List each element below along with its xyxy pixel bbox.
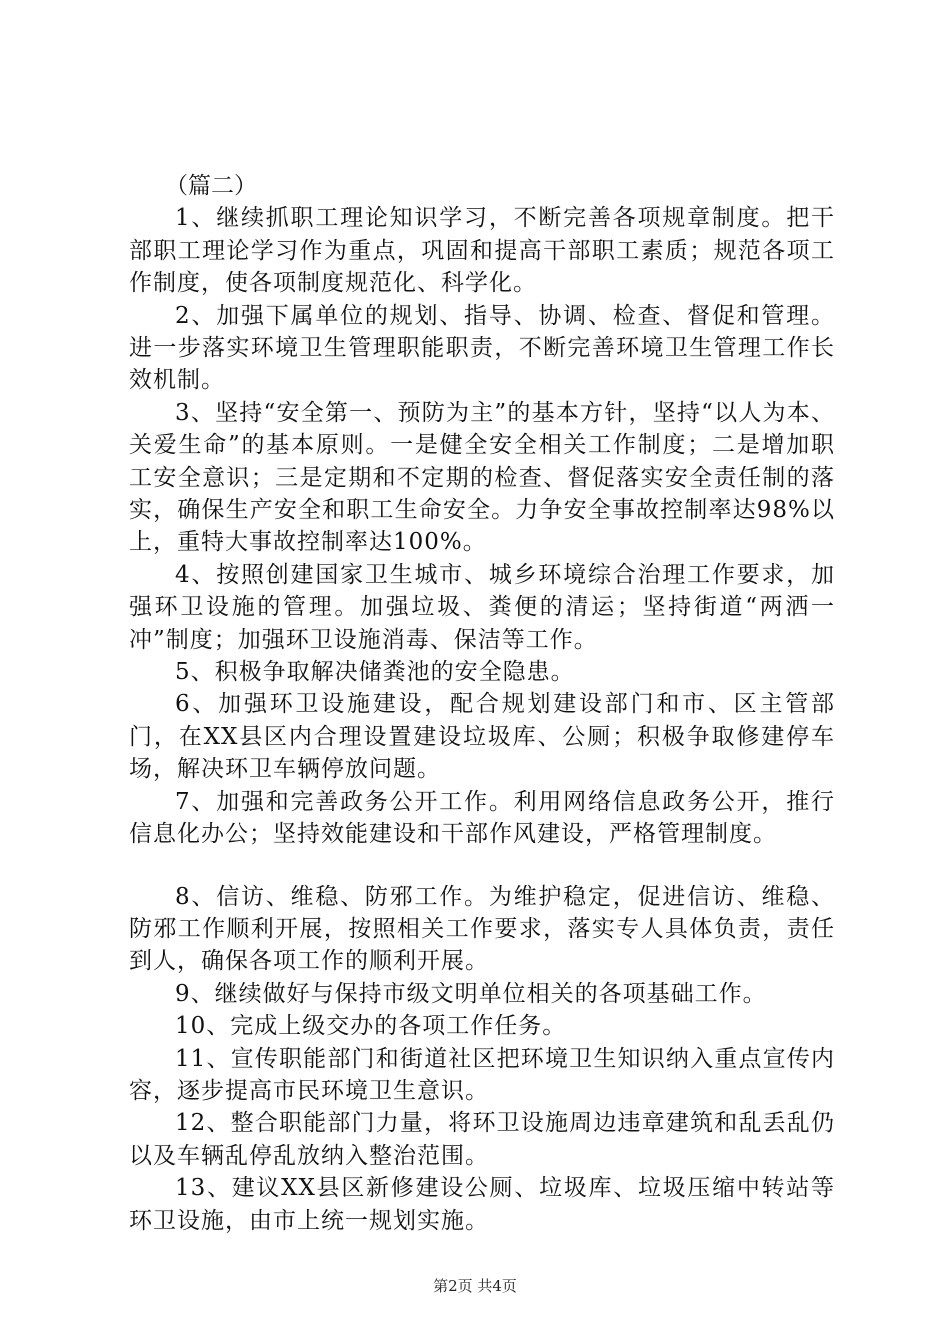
list-item: 7、加强和完善政务公开工作。利用网络信息政务公开，推行信息化办公；坚持效能建设和干部作风建设，严格管理制度。 — [129, 788, 835, 848]
paragraph-gap — [129, 851, 835, 881]
section-heading: （篇二） — [165, 173, 257, 199]
list-item: 4、按照创建国家卫生城市、城乡环境综合治理工作要求，加强环卫设施的管理。加强垃圾、粪便的清运；坚持街道“两洒一冲”制度；加强环卫设施消毒、保洁等工作。 — [129, 561, 835, 653]
list-item: 12、整合职能部门力量，将环卫设施周边违章建筑和乱丢乱仍以及车辆乱停乱放纳入整治范围。 — [129, 1110, 835, 1169]
list-item: 5、积极争取解决储粪池的安全隐患。 — [175, 659, 575, 686]
page-number-footer: 第2页 共4页 — [433, 1277, 517, 1295]
list-item: 3、坚持“安全第一、预防为主”的基本方针，坚持“以人为本、关爱生命”的基本原则。一是健全安全相关工作制度；二是增加职工安全意识；三是定期和不定期的检查、督促落实安全责任制的落实，确保生产安全和职工生命安全。力争安全事故控制率达98%以上，重特大事故控制率达100%。 — [129, 399, 835, 556]
list-item: 2、加强下属单位的规划、指导、协调、检查、督促和管理。进一步落实环境卫生管理职能职责，不断完善环境卫生管理工作长效机制。 — [129, 302, 835, 394]
list-item: 13、建议XX县区新修建设公厕、垃圾库、垃圾压缩中转站等环卫设施，由市上统一规划实施。 — [129, 1175, 835, 1234]
list-item: 6、加强环卫设施建设，配合规划建设部门和市、区主管部门，在XX县区内合理设置建设垃圾库、公厕；积极争取修建停车场，解决环卫车辆停放问题。 — [129, 691, 835, 783]
list-item: 11、宣传职能部门和街道社区把环境卫生知识纳入重点宣传内容，逐步提高市民环境卫生意识。 — [129, 1045, 835, 1104]
list-item: 9、继续做好与保持市级文明单位相关的各项基础工作。 — [175, 980, 767, 1007]
document-body — [129, 170, 835, 1237]
list-item: 10、完成上级交办的各项工作任务。 — [175, 1013, 567, 1040]
list-item: 1、继续抓职工理论知识学习，不断完善各项规章制度。把干部职工理论学习作为重点，巩固和提高干部职工素质；规范各项工作制度，使各项制度规范化、科学化。 — [129, 205, 835, 297]
list-item: 8、信访、维稳、防邪工作。为维护稳定，促进信访、维稳、防邪工作顺利开展，按照相关工作要求，落实专人具体负责，责任到人，确保各项工作的顺利开展。 — [129, 883, 835, 975]
